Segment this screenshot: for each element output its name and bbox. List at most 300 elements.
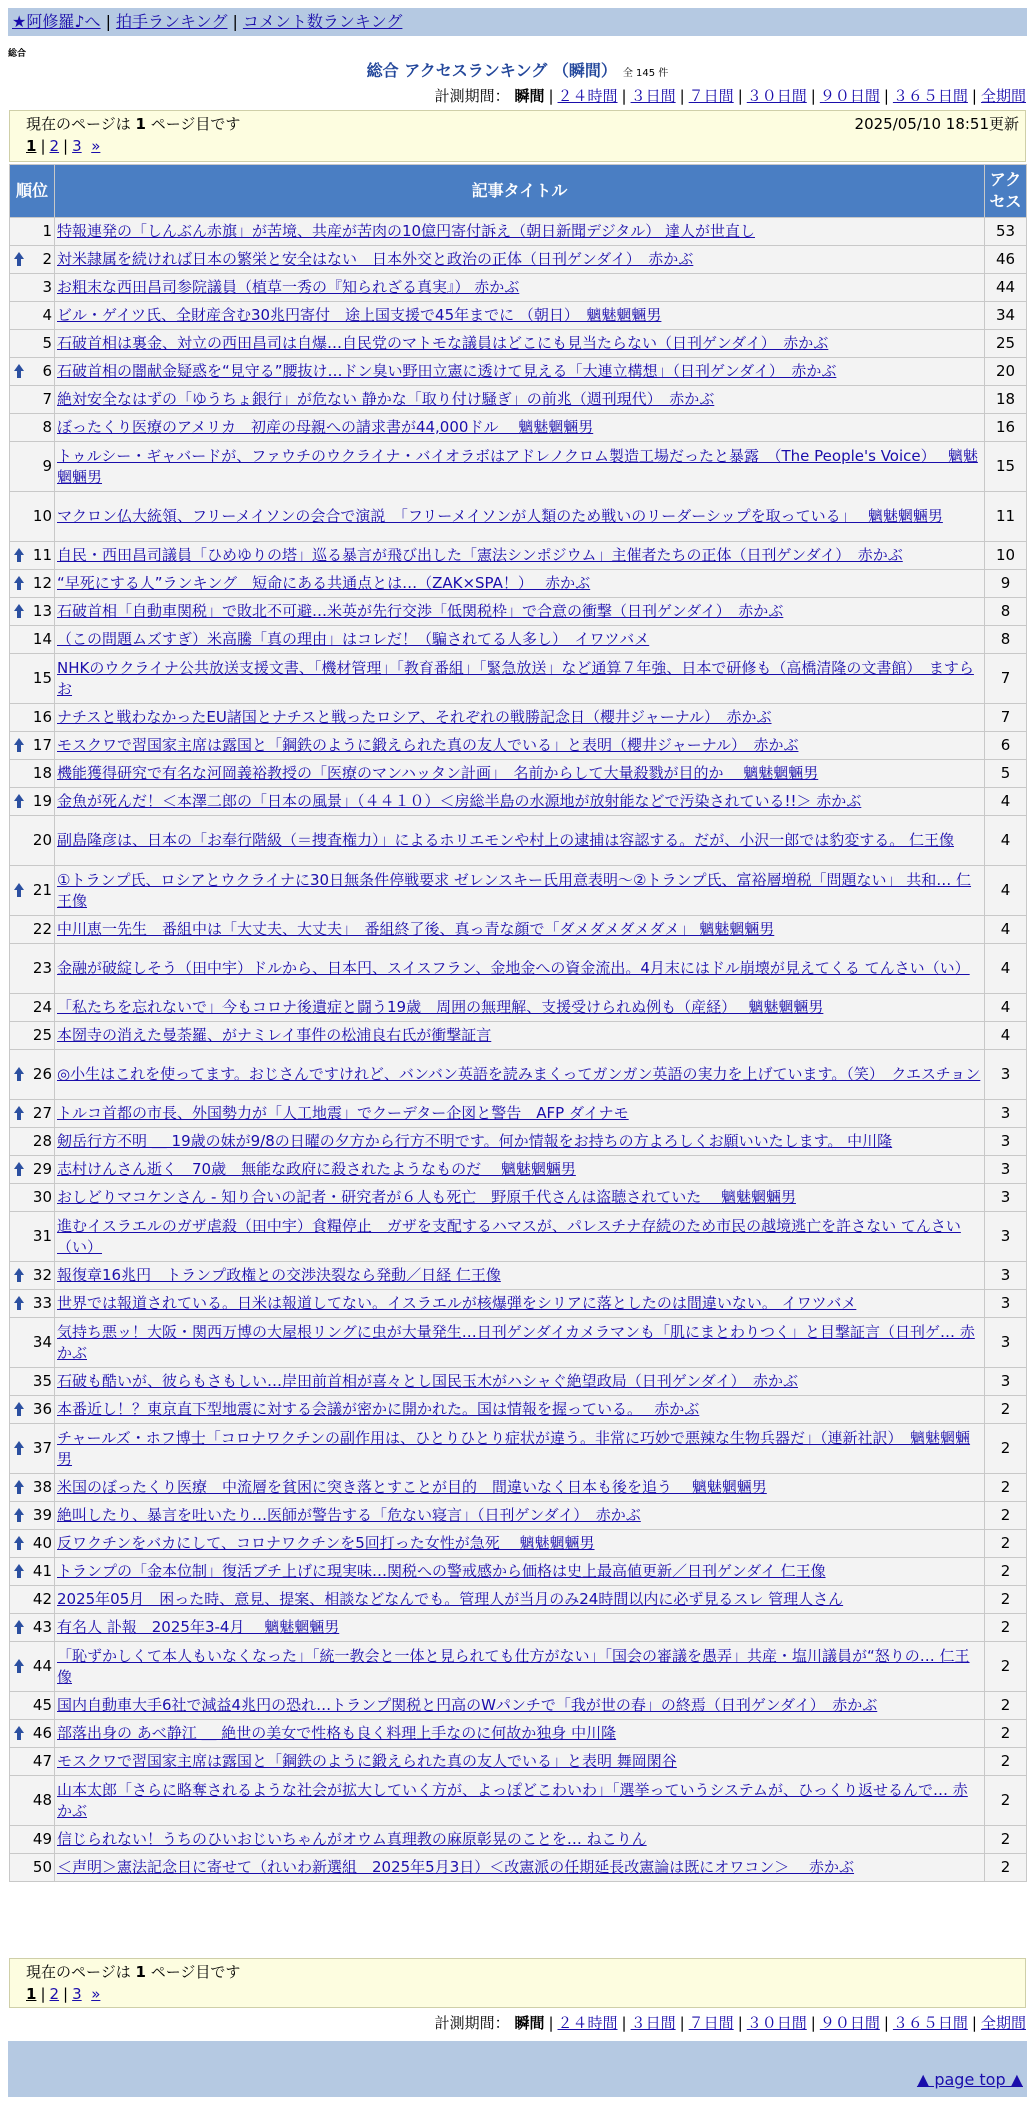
rank-number: 39: [32, 1506, 52, 1524]
page-link-next[interactable]: »: [91, 1985, 101, 2003]
ranking-table: [9, 164, 1027, 1882]
article-link[interactable]: トゥルシー・ギャバードが、ファウチのウクライナ・バイオラボはアドレノクロム製造工場だったと暴露 （The People's Voice） 魑魅魍魎男: [57, 446, 978, 486]
rank-number: 35: [32, 1372, 52, 1390]
article-link[interactable]: 進むイスラエルのガザ虐殺（田中宇）食糧停止 ガザを支配するハマスが、パレスチナ存続のため市民の越境逃亡を許さない てんさい（い）: [57, 1216, 961, 1256]
rank-number: 9: [42, 457, 52, 475]
access-count: 46: [985, 246, 1027, 274]
article-link[interactable]: トランプの「金本位制」復活ブチ上げに現実味…関税への警戒感から価格は史上最高値更新／日刊ゲンダイ 仁王像: [57, 1562, 826, 1580]
article-link[interactable]: 石破も酷いが、彼らもさもしい…岸田前首相が喜々とし国民玉木がハシャぐ絶望政局（日刊ゲンダイ） 赤かぶ: [57, 1372, 799, 1390]
article-link[interactable]: 「恥ずかしくて本人もいなくなった」「統一教会と一体と見られても仕方がない」「国会の審議を愚弄」共産・塩川議員が“怒りの… 仁王像: [57, 1646, 970, 1686]
table-row: [10, 1368, 1027, 1396]
period-link-24h[interactable]: ２４時間: [557, 87, 618, 105]
rank-cell: [10, 386, 55, 414]
table-row: [10, 1720, 1027, 1748]
title-cell: [55, 1290, 985, 1318]
rank-number: 32: [32, 1266, 52, 1284]
article-link[interactable]: 自民・西田昌司議員「ひめゆりの塔」巡る暴言が飛び出した「憲法シンポジウム」主催者たちの正体（日刊ゲンダイ） 赤かぶ: [57, 546, 903, 564]
rank-cell: [10, 442, 55, 492]
rank-cell: [10, 330, 55, 358]
rank-cell: [10, 1184, 55, 1212]
title-cell: [55, 1212, 985, 1262]
period-link-30d[interactable]: ３０日間: [746, 87, 807, 105]
title-cell: [55, 1474, 985, 1502]
title-cell: [55, 442, 985, 492]
article-link[interactable]: 石破首相「自動車関税」で敗北不可避…米英が先行交渉「低関税枠」で合意の衝撃（日刊ゲンダイ） 赤かぶ: [57, 602, 784, 620]
period-link-90d[interactable]: ９０日間: [819, 2014, 880, 2032]
article-link[interactable]: 絶叫したり、暴言を吐いたり…医師が警告する「危ない寝言」（日刊ゲンダイ） 赤かぶ: [57, 1506, 641, 1524]
access-count: 2: [985, 1396, 1027, 1424]
article-link[interactable]: トルコ首都の市長、外国勢力が「人工地震」でクーデター企図と警告 AFP ダイナモ: [57, 1104, 629, 1122]
article-link[interactable]: 部落出身の あべ静江 ＿ 絶世の美女で性格も良く料理上手なのに何故か独身 中川隆: [57, 1724, 617, 1742]
period-link-365d[interactable]: ３６５日間: [892, 87, 968, 105]
rank-number: 40: [32, 1534, 52, 1552]
access-count: 15: [985, 442, 1027, 492]
rank-cell: [10, 1368, 55, 1396]
period-link-7d[interactable]: ７日間: [688, 87, 734, 105]
article-link[interactable]: 志村けんさん逝く 70歳 無能な政府に殺されたようなものだ 魑魅魍魎男: [57, 1160, 576, 1178]
rank-cell: [10, 626, 55, 654]
article-link[interactable]: 本番近し！？東京直下型地震に対する会議が密かに開かれた。国は情報を握っている。 赤かぶ: [57, 1400, 700, 1418]
title-cell: [55, 704, 985, 732]
rank-cell: [10, 1692, 55, 1720]
title-cell: [55, 1022, 985, 1050]
nav-separator: |: [232, 12, 238, 31]
period-link-30d[interactable]: ３０日間: [746, 2014, 807, 2032]
article-link[interactable]: 機能獲得研究で有名な河岡義裕教授の「医療のマンハッタン計画」 名前からして大量殺戮が目的か 魑魅魍魎男: [57, 764, 819, 782]
ranking-body: [10, 218, 1027, 1882]
access-count: 4: [985, 916, 1027, 944]
table-row: [10, 1290, 1027, 1318]
access-count: 25: [985, 330, 1027, 358]
rank-number: 17: [32, 736, 52, 754]
page-title: [0, 62, 1035, 83]
article-link[interactable]: （この問題ムズすぎ）米高騰「真の理由」はコレだ！（騙されてる人多し） イワツバメ: [57, 630, 650, 648]
rank-cell: [10, 1854, 55, 1882]
article-link[interactable]: “早死にする人”ランキング 短命にある共通点とは…（ZAK×SPA！） 赤かぶ: [57, 574, 591, 592]
table-row: [10, 386, 1027, 414]
table-row: [10, 358, 1027, 386]
rank-number: 3: [42, 278, 52, 296]
table-row: [10, 1614, 1027, 1642]
table-row: [10, 994, 1027, 1022]
rank-number: 6: [42, 362, 52, 380]
rank-number: 16: [32, 708, 52, 726]
table-row: [10, 542, 1027, 570]
title-cell: [55, 1184, 985, 1212]
current-page-info: 現在のページは 1 ページ目です: [26, 115, 241, 133]
article-link[interactable]: モスクワで習国家主席は露国と「鋼鉄のように鍛えられた真の友人でいる」と表明（櫻井ジャーナル） 赤かぶ: [57, 736, 799, 754]
period-link-365d[interactable]: ３６５日間: [892, 2014, 968, 2032]
title-cell: [55, 626, 985, 654]
access-count: 7: [985, 654, 1027, 704]
rank-cell: [10, 994, 55, 1022]
title-cell: [55, 302, 985, 330]
article-link[interactable]: 「私たちを忘れないで」今もコロナ後遺症と闘う19歳 周囲の無理解、支援受けられぬ例も（産経） 魑魅魍魎男: [57, 998, 824, 1016]
title-cell: [55, 994, 985, 1022]
access-count: 2: [985, 1854, 1027, 1882]
title-cell: [55, 1502, 985, 1530]
table-row: [10, 1692, 1027, 1720]
rank-cell: [10, 1050, 55, 1100]
access-count: 7: [985, 704, 1027, 732]
access-count: 2: [985, 1692, 1027, 1720]
title-cell: [55, 1396, 985, 1424]
table-row: [10, 1262, 1027, 1290]
rank-cell: [10, 414, 55, 442]
table-row: [10, 1156, 1027, 1184]
access-count: 3: [985, 1184, 1027, 1212]
table-row: [10, 1642, 1027, 1692]
access-count: 2: [985, 1614, 1027, 1642]
table-row: [10, 1558, 1027, 1586]
rank-cell: [10, 916, 55, 944]
title-cell: [55, 1424, 985, 1474]
rank-cell: [10, 788, 55, 816]
nav-link-comment-ranking[interactable]: コメント数ランキング: [242, 12, 403, 31]
access-count: 3: [985, 1100, 1027, 1128]
table-row: [10, 760, 1027, 788]
table-row: [10, 654, 1027, 704]
rank-cell: [10, 218, 55, 246]
pager-top: [9, 110, 1026, 162]
rank-cell: [10, 1290, 55, 1318]
table-row: [10, 1502, 1027, 1530]
article-link[interactable]: 山本太郎「さらに略奪されるような社会が拡大していく方が、よっぽどこわいわ」「選挙っていうシステムが、ひっくり返せるんで… 赤かぶ: [57, 1780, 968, 1820]
access-count: 3: [985, 1212, 1027, 1262]
article-link[interactable]: 信じられない！うちのひいおじいちゃんがオウム真理教の麻原彰晃のことを… ねこりん: [57, 1830, 647, 1848]
rank-number: 5: [42, 334, 52, 352]
rank-number: 25: [32, 1026, 52, 1044]
rank-cell: [10, 542, 55, 570]
period-link-all[interactable]: 全期間: [980, 87, 1026, 105]
header-rank: 順位: [10, 165, 55, 218]
period-link-7d[interactable]: ７日間: [688, 2014, 734, 2032]
article-link[interactable]: ぼったくり医療のアメリカ 初産の母親への請求書が44,000ドル 魑魅魍魎男: [57, 418, 594, 436]
access-count: 20: [985, 358, 1027, 386]
rank-number: 38: [32, 1478, 52, 1496]
table-row: [10, 218, 1027, 246]
access-count: 8: [985, 626, 1027, 654]
rank-number: 15: [32, 669, 52, 687]
article-link[interactable]: 報復章16兆円 トランプ政権との交渉決裂なら発動／日経 仁王像: [57, 1266, 501, 1284]
rank-cell: [10, 1558, 55, 1586]
table-row: [10, 732, 1027, 760]
title-cell: [55, 570, 985, 598]
rank-number: 11: [32, 546, 52, 564]
footer-bar: [8, 2041, 1027, 2097]
nav-link-asyura[interactable]: ★阿修羅♪へ: [12, 12, 101, 31]
table-row: [10, 1586, 1027, 1614]
title-cell: [55, 246, 985, 274]
rank-number: 12: [32, 574, 52, 592]
period-label: 計測期間：: [434, 87, 510, 105]
rank-cell: [10, 1642, 55, 1692]
table-row: [10, 816, 1027, 866]
table-row: [10, 1474, 1027, 1502]
article-link[interactable]: 剱岳行方不明 ＿ 19歳の妹が9/8の日曜の夕方から行方不明です。何か情報をお持ちの方よろしくお願いいたします。 中川隆: [57, 1132, 893, 1150]
title-cell: [55, 916, 985, 944]
access-count: 2: [985, 1586, 1027, 1614]
table-row: [10, 246, 1027, 274]
article-link[interactable]: 中川恵一先生 番組中は「大丈夫、大丈夫」 番組終了後、真っ青な顔で「ダメダメダメダメ」 魑魅魍魎男: [57, 920, 775, 938]
rank-number: 34: [32, 1333, 52, 1351]
access-count: 8: [985, 598, 1027, 626]
article-link[interactable]: ＜声明＞憲法記念日に寄せて（れいわ新選組 2025年5月3日）＜改憲派の任期延長改憲論は既にオワコン＞ 赤かぶ: [57, 1858, 855, 1876]
article-link[interactable]: 反ワクチンをバカにして、コロナワクチンを5回打った女性が急死 魑魅魍魎男: [57, 1534, 595, 1552]
rank-number: 26: [32, 1065, 52, 1083]
article-link[interactable]: 石破首相の闇献金疑惑を“見守る”腰抜け…ドン臭い野田立憲に透けて見える「大連立構想」（日刊ゲンダイ） 赤かぶ: [57, 362, 837, 380]
rank-cell: [10, 1212, 55, 1262]
access-count: 3: [985, 1368, 1027, 1396]
period-link-90d[interactable]: ９０日間: [819, 87, 880, 105]
table-row: [10, 274, 1027, 302]
rank-number: 47: [32, 1752, 52, 1770]
table-row: [10, 1826, 1027, 1854]
rank-cell: [10, 1424, 55, 1474]
article-link[interactable]: 米国のぼったくり医療 中流層を貧困に突き落とすことが目的 間違いなく日本も後を追う 魑魅魍魎男: [57, 1478, 767, 1496]
title-cell: [55, 1642, 985, 1692]
table-row: [10, 442, 1027, 492]
article-link[interactable]: 国内自動車大手6社で減益4兆円の恐れ…トランプ関税と円高のWパンチで「我が世の春」の終焉（日刊ゲンダイ） 赤かぶ: [57, 1696, 878, 1714]
rank-cell: [10, 866, 55, 916]
period-link-3d[interactable]: ３日間: [630, 2014, 676, 2032]
article-link[interactable]: ナチスと戦わなかったEU諸国とナチスと戦ったロシア、それぞれの戦勝記念日（櫻井ジャーナル） 赤かぶ: [57, 708, 772, 726]
rank-number: 4: [42, 306, 52, 324]
title-cell: [55, 492, 985, 542]
article-link[interactable]: 2025年05月 困った時、意見、提案、相談などなんでも。管理人が当月のみ24時間以内に必ず見るスレ 管理人さん: [57, 1590, 844, 1608]
article-link[interactable]: マクロン仏大統領、フリーメイソンの会合で演説 「フリーメイソンが人類のため戦いのリーダーシップを取っている」 魑魅魍魎男: [57, 507, 943, 525]
rank-cell: [10, 704, 55, 732]
title-cell: [55, 1128, 985, 1156]
page-link-2[interactable]: 2: [49, 137, 60, 155]
rank-number: 7: [42, 390, 52, 408]
title-cell: [55, 732, 985, 760]
article-link[interactable]: 金融が破綻しそう（田中宇）ドルから、日本円、スイスフラン、金地金への資金流出。4月末にはドル崩壊が見えてくる てんさい（い）: [57, 959, 970, 977]
title-cell: [55, 944, 985, 994]
rank-cell: [10, 1396, 55, 1424]
page-link-3[interactable]: 3: [72, 1985, 82, 2003]
table-row: [10, 414, 1027, 442]
rank-cell: [10, 1586, 55, 1614]
article-link[interactable]: ビル・ゲイツ氏、全財産含む30兆円寄付 途上国支援で45年までに （朝日） 魑魅魍魎男: [57, 306, 662, 324]
rank-cell: [10, 598, 55, 626]
title-cell: [55, 274, 985, 302]
access-count: 3: [985, 1262, 1027, 1290]
rank-number: 43: [32, 1618, 52, 1636]
title-cell: [55, 1050, 985, 1100]
period-current: 瞬間: [514, 2014, 545, 2032]
title-cell: [55, 1368, 985, 1396]
period-current: 瞬間: [514, 87, 545, 105]
rank-number: 18: [32, 764, 52, 782]
pager-bottom: [9, 1958, 1026, 2008]
article-link[interactable]: チャールズ・ホフ博士「コロナワクチンの副作用は、ひとりひとり症状が違う。非常に巧妙で悪辣な生物兵器だ」（連新社訳） 魑魅魍魎男: [57, 1428, 971, 1468]
article-link[interactable]: 絶対安全なはずの「ゆうちょ銀行」が危ない 静かな「取り付け騒ぎ」の前兆（週刊現代） 赤かぶ: [57, 390, 715, 408]
article-link[interactable]: おしどりマコケンさん - 知り合いの記者・研究者が６人も死亡 野原千代さんは盗聴されていた 魑魅魍魎男: [57, 1188, 796, 1206]
article-link[interactable]: 本圀寺の消えた曼荼羅、がナミレイ事件の松浦良右氏が衝撃証言: [57, 1026, 492, 1044]
rank-cell: [10, 1156, 55, 1184]
access-count: 4: [985, 994, 1027, 1022]
total-count: 全 145 件: [622, 68, 669, 79]
access-count: 3: [985, 1318, 1027, 1368]
access-count: 2: [985, 1642, 1027, 1692]
rank-number: 1: [42, 222, 52, 240]
rank-cell: [10, 760, 55, 788]
title-cell: [55, 598, 985, 626]
access-count: 4: [985, 1022, 1027, 1050]
title-cell: [55, 1262, 985, 1290]
rank-cell: [10, 1720, 55, 1748]
period-label: 計測期間：: [434, 2014, 510, 2032]
rank-cell: [10, 1776, 55, 1826]
article-link[interactable]: NHKのウクライナ公共放送支援文書、「機材管理」「教育番組」「緊急放送」など通算７年強、日本で研修も（高橋清隆の文書館） ますらお: [57, 658, 974, 698]
rank-cell: [10, 1530, 55, 1558]
access-count: 2: [985, 1424, 1027, 1474]
rank-number: 45: [32, 1696, 52, 1714]
rank-cell: [10, 274, 55, 302]
rank-number: 36: [32, 1400, 52, 1418]
rank-number: 22: [32, 920, 52, 938]
title-cell: [55, 816, 985, 866]
period-selector-top: 計測期間： 瞬間 | ２４時間 | ３日間 | ７日間 | ３０日間 | ９０日間 | ３６５日間 | 全期間: [434, 87, 1026, 105]
rank-cell: [10, 358, 55, 386]
title-cell: [55, 330, 985, 358]
table-row: [10, 598, 1027, 626]
title-cell: [55, 654, 985, 704]
access-count: 2: [985, 1748, 1027, 1776]
rank-cell: [10, 1748, 55, 1776]
article-link[interactable]: 副島隆彦は、日本の「お奉行階級（＝捜査権力）」によるホリエモンや村上の逮捕は容認する。だが、小沢一郎では豹変する。 仁王像: [57, 831, 954, 849]
access-count: 6: [985, 732, 1027, 760]
article-link[interactable]: 世界では報道されている。日米は報道してない。イスラエルが核爆弾をシリアに落としたのは間違いない。 イワツバメ: [57, 1294, 857, 1312]
table-row: [10, 1050, 1027, 1100]
access-count: 4: [985, 788, 1027, 816]
page-links: 1 | 2 | 3 »: [26, 137, 101, 155]
table-row: [10, 1854, 1027, 1882]
access-count: 34: [985, 302, 1027, 330]
title-cell: [55, 1720, 985, 1748]
access-count: 53: [985, 218, 1027, 246]
table-row: [10, 1748, 1027, 1776]
access-count: 9: [985, 570, 1027, 598]
access-count: 4: [985, 944, 1027, 994]
title-cell: [55, 1156, 985, 1184]
rank-cell: [10, 1614, 55, 1642]
title-cell: [55, 358, 985, 386]
rank-number: 21: [32, 881, 52, 899]
header-access: アクセス: [985, 165, 1027, 218]
rank-number: 44: [32, 1657, 52, 1675]
table-row: [10, 1318, 1027, 1368]
title-cell: [55, 1614, 985, 1642]
table-row: [10, 302, 1027, 330]
table-row: [10, 944, 1027, 994]
rank-cell: [10, 1262, 55, 1290]
table-row: [10, 1022, 1027, 1050]
title-cell: [55, 386, 985, 414]
table-row: [10, 570, 1027, 598]
rank-cell: [10, 1502, 55, 1530]
article-link[interactable]: 金魚が死んだ！＜本澤二郎の「日本の風景」（４４１０）＜房総半島の水源地が放射能などで汚染されている!!＞ 赤かぶ: [57, 792, 862, 810]
rank-number: 2: [42, 250, 52, 268]
access-count: 2: [985, 1474, 1027, 1502]
article-link[interactable]: お粗末な西田昌司参院議員（植草一秀の『知られざる真実』） 赤かぶ: [57, 278, 520, 296]
period-link-24h[interactable]: ２４時間: [557, 2014, 618, 2032]
period-selector-bottom: 計測期間： 瞬間 | ２４時間 | ３日間 | ７日間 | ３０日間 | ９０日間 | ３６５日間 | 全期間: [434, 2014, 1026, 2032]
access-count: 5: [985, 760, 1027, 788]
page-link-next[interactable]: »: [91, 137, 101, 155]
rank-number: 24: [32, 998, 52, 1016]
access-count: 2: [985, 1776, 1027, 1826]
rank-number: 41: [32, 1562, 52, 1580]
article-link[interactable]: 気持ち悪ッ！大阪・関西万博の大屋根リングに虫が大量発生…日刊ゲンダイカメラマンも「肌にまとわりつく」と目撃証言（日刊ゲ… 赤かぶ: [57, 1322, 975, 1362]
nav-separator: |: [105, 12, 111, 31]
article-link[interactable]: ◎小生はこれを使ってます。おじさんですけれど、バンバン英語を読みまくってガンガン英語の実力を上げています。（笑） クエスチョン: [57, 1065, 981, 1083]
nav-link-clap-ranking[interactable]: 拍手ランキング: [115, 12, 228, 31]
table-row: [10, 1776, 1027, 1826]
title-cell: [55, 1692, 985, 1720]
table-row: [10, 704, 1027, 732]
table-row: [10, 626, 1027, 654]
rank-cell: [10, 1474, 55, 1502]
access-count: 44: [985, 274, 1027, 302]
rank-number: 19: [32, 792, 52, 810]
top-nav-bar: [8, 8, 1027, 36]
title-cell: [55, 1854, 985, 1882]
title-cell: [55, 1530, 985, 1558]
rank-number: 29: [32, 1160, 52, 1178]
title-cell: [55, 866, 985, 916]
period-link-all[interactable]: 全期間: [980, 2014, 1026, 2032]
title-cell: [55, 542, 985, 570]
rank-number: 10: [32, 507, 52, 525]
article-link[interactable]: モスクワで習国家主席は露国と「鋼鉄のように鍛えられた真の友人でいる」と表明 舞岡閑谷: [57, 1752, 677, 1770]
rank-number: 8: [42, 418, 52, 436]
title-cell: [55, 1100, 985, 1128]
article-link[interactable]: 特報連発の「しんぶん赤旗」が苦境、共産が苦肉の10億円寄付訴え（朝日新聞デジタル） 達人が世直し: [57, 222, 755, 240]
article-link[interactable]: ①トランプ氏、ロシアとウクライナに30日無条件停戦要求 ゼレンスキー氏用意表明～②トランプ氏、富裕層増税「問題ない」 共和… 仁王像: [57, 870, 972, 910]
article-link[interactable]: 石破首相は裏金、対立の西田昌司は自爆…自民党のマトモな議員はどこにも見当たらない（日刊ゲンダイ） 赤かぶ: [57, 334, 829, 352]
article-link[interactable]: 有名人 訃報 2025年3-4月 魑魅魍魎男: [57, 1618, 340, 1636]
rank-number: 14: [32, 630, 52, 648]
rank-number: 28: [32, 1132, 52, 1150]
table-row: [10, 1530, 1027, 1558]
rank-number: 48: [32, 1791, 52, 1809]
access-count: 3: [985, 1290, 1027, 1318]
title-cell: [55, 788, 985, 816]
page-link-2[interactable]: 2: [49, 1985, 60, 2003]
rank-cell: [10, 1100, 55, 1128]
page-top-link[interactable]: ▲ page top ▲: [916, 2070, 1023, 2089]
page-link-3[interactable]: 3: [72, 137, 82, 155]
access-count: 4: [985, 866, 1027, 916]
title-cell: [55, 760, 985, 788]
access-count: 11: [985, 492, 1027, 542]
table-row: [10, 1184, 1027, 1212]
page-title-text: 総合 アクセスランキング （瞬間）: [366, 61, 617, 80]
access-count: 18: [985, 386, 1027, 414]
period-link-3d[interactable]: ３日間: [630, 87, 676, 105]
access-count: 2: [985, 1558, 1027, 1586]
table-row: [10, 1212, 1027, 1262]
rank-number: 37: [32, 1439, 52, 1457]
title-cell: [55, 1826, 985, 1854]
access-count: 3: [985, 1156, 1027, 1184]
access-count: 2: [985, 1502, 1027, 1530]
article-link[interactable]: 対米隷属を続ければ日本の繁栄と安全はない 日本外交と政治の正体（日刊ゲンダイ） 赤かぶ: [57, 250, 694, 268]
table-row: [10, 1100, 1027, 1128]
rank-cell: [10, 816, 55, 866]
